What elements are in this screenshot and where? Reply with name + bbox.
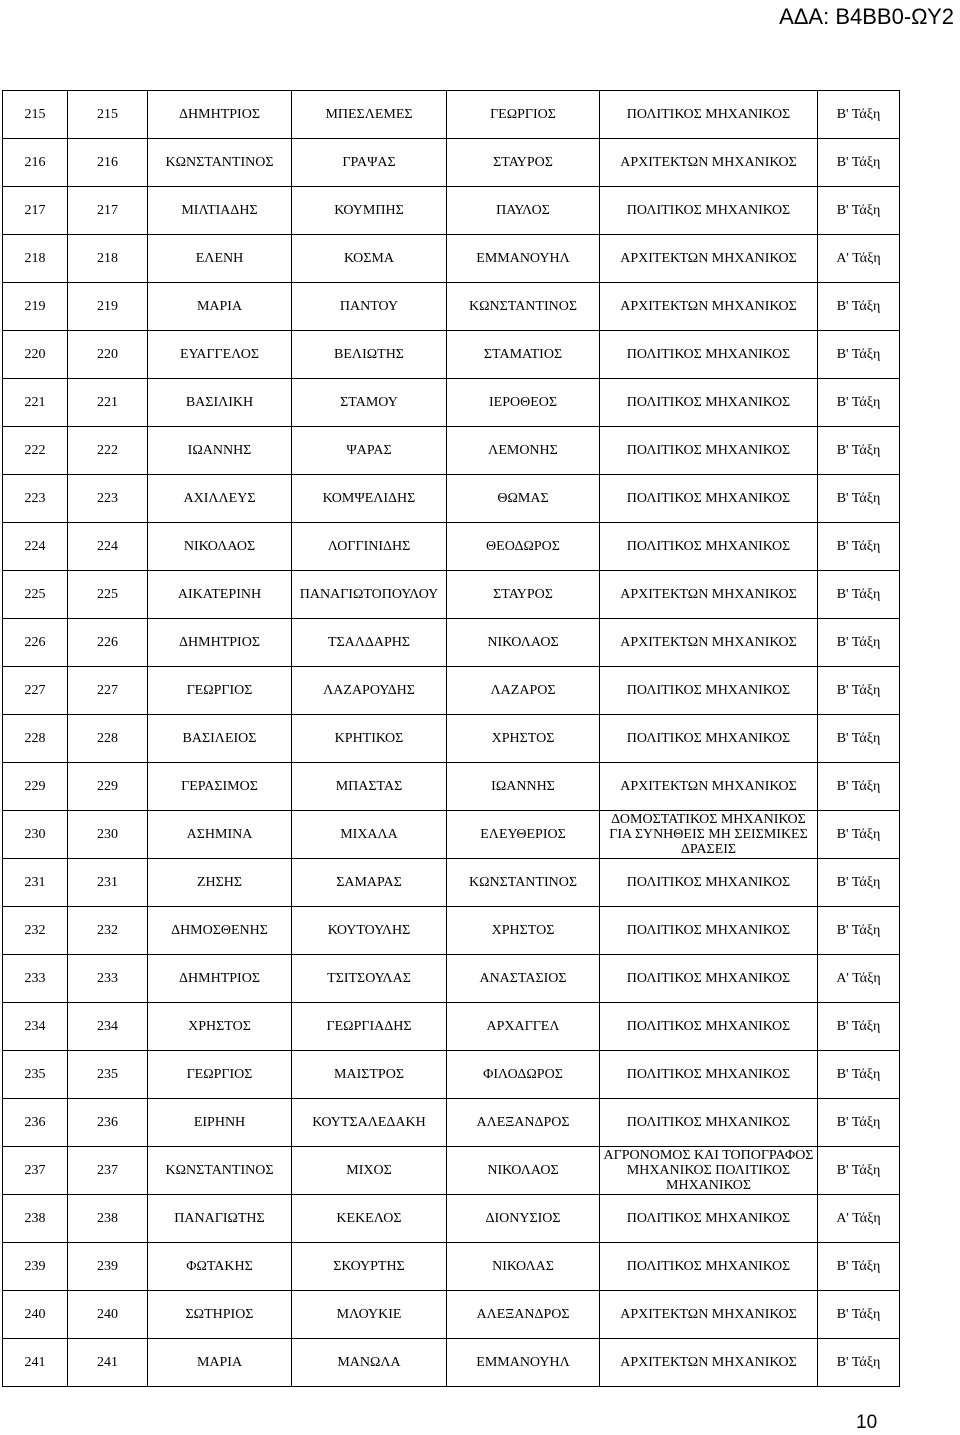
first-name-cell: ΑΧΙΛΛΕΥΣ — [148, 475, 292, 523]
first-name-cell: ΑΙΚΑΤΕΡΙΝΗ — [148, 571, 292, 619]
class-cell: Β' Τάξη — [818, 139, 900, 187]
class-cell: Β' Τάξη — [818, 1291, 900, 1339]
specialty-cell: ΠΟΛΙΤΙΚΟΣ ΜΗΧΑΝΙΚΟΣ — [600, 907, 818, 955]
last-name-cell: ΠΑΝΤΟΥ — [292, 283, 447, 331]
specialty-cell: ΑΡΧΙΤΕΚΤΩΝ ΜΗΧΑΝΙΚΟΣ — [600, 619, 818, 667]
father-name-cell: ΣΤΑΜΑΤΙΟΣ — [447, 331, 600, 379]
father-name-cell: ΦΙΛΟΔΩΡΟΣ — [447, 1051, 600, 1099]
first-name-cell: ΓΕΩΡΓΙΟΣ — [148, 1051, 292, 1099]
table-row — [3, 1339, 900, 1387]
table-row — [3, 1099, 900, 1147]
record-number-cell: 219 — [68, 283, 148, 331]
row-index-cell: 228 — [3, 715, 68, 763]
table-row — [3, 139, 900, 187]
table-row — [3, 379, 900, 427]
first-name-cell: ΝΙΚΟΛΑΟΣ — [148, 523, 292, 571]
father-name-cell: ΓΕΩΡΓΙΟΣ — [447, 91, 600, 139]
last-name-cell: ΤΣΑΛΔΑΡΗΣ — [292, 619, 447, 667]
specialty-cell: ΠΟΛΙΤΙΚΟΣ ΜΗΧΑΝΙΚΟΣ — [600, 523, 818, 571]
father-name-cell: ΝΙΚΟΛΑΣ — [447, 1243, 600, 1291]
last-name-cell: ΣΑΜΑΡΑΣ — [292, 859, 447, 907]
first-name-cell: ΖΗΣΗΣ — [148, 859, 292, 907]
class-cell: Α' Τάξη — [818, 1195, 900, 1243]
last-name-cell: ΚΡΗΤΙΚΟΣ — [292, 715, 447, 763]
first-name-cell: ΒΑΣΙΛΕΙΟΣ — [148, 715, 292, 763]
class-cell: Β' Τάξη — [818, 1099, 900, 1147]
record-number-cell: 233 — [68, 955, 148, 1003]
first-name-cell: ΜΑΡΙΑ — [148, 283, 292, 331]
class-cell: Β' Τάξη — [818, 859, 900, 907]
father-name-cell: ΑΛΕΞΑΝΔΡΟΣ — [447, 1099, 600, 1147]
records-body — [3, 91, 900, 1387]
first-name-cell: ΕΥΑΓΓΕΛΟΣ — [148, 331, 292, 379]
last-name-cell: ΜΠΕΣΛΕΜΕΣ — [292, 91, 447, 139]
last-name-cell: ΚΟΥΤΟΥΛΗΣ — [292, 907, 447, 955]
record-number-cell: 234 — [68, 1003, 148, 1051]
record-number-cell: 227 — [68, 667, 148, 715]
table-row — [3, 1243, 900, 1291]
page-number: 10 — [856, 1412, 878, 1433]
class-cell: Β' Τάξη — [818, 187, 900, 235]
table-row — [3, 667, 900, 715]
specialty-cell: ΠΟΛΙΤΙΚΟΣ ΜΗΧΑΝΙΚΟΣ — [600, 1051, 818, 1099]
class-cell: Β' Τάξη — [818, 619, 900, 667]
row-index-cell: 220 — [3, 331, 68, 379]
row-index-cell: 219 — [3, 283, 68, 331]
specialty-cell: ΑΡΧΙΤΕΚΤΩΝ ΜΗΧΑΝΙΚΟΣ — [600, 283, 818, 331]
row-index-cell: 238 — [3, 1195, 68, 1243]
record-number-cell: 217 — [68, 187, 148, 235]
table-row — [3, 235, 900, 283]
first-name-cell: ΜΙΛΤΙΑΔΗΣ — [148, 187, 292, 235]
record-number-cell: 241 — [68, 1339, 148, 1387]
record-number-cell: 240 — [68, 1291, 148, 1339]
first-name-cell: ΕΙΡΗΝΗ — [148, 1099, 292, 1147]
record-number-cell: 215 — [68, 91, 148, 139]
specialty-cell: ΠΟΛΙΤΙΚΟΣ ΜΗΧΑΝΙΚΟΣ — [600, 859, 818, 907]
class-cell: Β' Τάξη — [818, 1003, 900, 1051]
father-name-cell: ΑΡΧΑΓΓΕΛ — [447, 1003, 600, 1051]
table-row — [3, 91, 900, 139]
class-cell: Β' Τάξη — [818, 331, 900, 379]
father-name-cell: ΘΕΟΔΩΡΟΣ — [447, 523, 600, 571]
records-table — [2, 90, 900, 1387]
record-number-cell: 220 — [68, 331, 148, 379]
specialty-cell: ΑΡΧΙΤΕΚΤΩΝ ΜΗΧΑΝΙΚΟΣ — [600, 763, 818, 811]
last-name-cell: ΜΙΧΑΛΑ — [292, 811, 447, 859]
first-name-cell: ΔΗΜΗΤΡΙΟΣ — [148, 619, 292, 667]
first-name-cell: ΣΩΤΗΡΙΟΣ — [148, 1291, 292, 1339]
row-index-cell: 237 — [3, 1147, 68, 1195]
class-cell: Β' Τάξη — [818, 523, 900, 571]
row-index-cell: 236 — [3, 1099, 68, 1147]
specialty-cell: ΑΡΧΙΤΕΚΤΩΝ ΜΗΧΑΝΙΚΟΣ — [600, 1339, 818, 1387]
class-cell: Β' Τάξη — [818, 427, 900, 475]
last-name-cell: ΚΟΥΜΠΗΣ — [292, 187, 447, 235]
specialty-cell: ΠΟΛΙΤΙΚΟΣ ΜΗΧΑΝΙΚΟΣ — [600, 475, 818, 523]
table-row — [3, 1195, 900, 1243]
row-index-cell: 227 — [3, 667, 68, 715]
father-name-cell: ΧΡΗΣΤΟΣ — [447, 907, 600, 955]
ada-code: ΑΔΑ: Β4ΒΒ0-ΩΥ2 — [779, 4, 954, 29]
specialty-cell: ΑΡΧΙΤΕΚΤΩΝ ΜΗΧΑΝΙΚΟΣ — [600, 235, 818, 283]
class-cell: Β' Τάξη — [818, 1339, 900, 1387]
first-name-cell: ΓΕΡΑΣΙΜΟΣ — [148, 763, 292, 811]
specialty-cell: ΠΟΛΙΤΙΚΟΣ ΜΗΧΑΝΙΚΟΣ — [600, 1243, 818, 1291]
specialty-cell: ΠΟΛΙΤΙΚΟΣ ΜΗΧΑΝΙΚΟΣ — [600, 187, 818, 235]
first-name-cell: ΓΕΩΡΓΙΟΣ — [148, 667, 292, 715]
row-index-cell: 224 — [3, 523, 68, 571]
row-index-cell: 221 — [3, 379, 68, 427]
last-name-cell: ΚΟΥΤΣΑΛΕΔΑΚΗ — [292, 1099, 447, 1147]
father-name-cell: ΔΙΟΝΥΣΙΟΣ — [447, 1195, 600, 1243]
row-index-cell: 216 — [3, 139, 68, 187]
class-cell: Β' Τάξη — [818, 763, 900, 811]
first-name-cell: ΔΗΜΟΣΘΕΝΗΣ — [148, 907, 292, 955]
table-row — [3, 715, 900, 763]
class-cell: Β' Τάξη — [818, 1147, 900, 1195]
record-number-cell: 228 — [68, 715, 148, 763]
father-name-cell: ΕΜΜΑΝΟΥΗΛ — [447, 235, 600, 283]
record-number-cell: 229 — [68, 763, 148, 811]
first-name-cell: ΑΣΗΜΙΝΑ — [148, 811, 292, 859]
father-name-cell: ΑΝΑΣΤΑΣΙΟΣ — [447, 955, 600, 1003]
last-name-cell: ΜΛΟΥΚΙΕ — [292, 1291, 447, 1339]
record-number-cell: 218 — [68, 235, 148, 283]
table-row — [3, 811, 900, 859]
last-name-cell: ΜΑΝΩΛΑ — [292, 1339, 447, 1387]
class-cell: Β' Τάξη — [818, 475, 900, 523]
specialty-cell: ΠΟΛΙΤΙΚΟΣ ΜΗΧΑΝΙΚΟΣ — [600, 427, 818, 475]
record-number-cell: 231 — [68, 859, 148, 907]
row-index-cell: 215 — [3, 91, 68, 139]
table-row — [3, 283, 900, 331]
table-row — [3, 1291, 900, 1339]
record-number-cell: 232 — [68, 907, 148, 955]
record-number-cell: 237 — [68, 1147, 148, 1195]
record-number-cell: 216 — [68, 139, 148, 187]
first-name-cell: ΕΛΕΝΗ — [148, 235, 292, 283]
record-number-cell: 236 — [68, 1099, 148, 1147]
table-row — [3, 427, 900, 475]
row-index-cell: 223 — [3, 475, 68, 523]
first-name-cell: ΧΡΗΣΤΟΣ — [148, 1003, 292, 1051]
table-row — [3, 763, 900, 811]
specialty-cell: ΠΟΛΙΤΙΚΟΣ ΜΗΧΑΝΙΚΟΣ — [600, 715, 818, 763]
table-row — [3, 619, 900, 667]
row-index-cell: 229 — [3, 763, 68, 811]
specialty-cell: ΠΟΛΙΤΙΚΟΣ ΜΗΧΑΝΙΚΟΣ — [600, 1195, 818, 1243]
row-index-cell: 234 — [3, 1003, 68, 1051]
father-name-cell: ΣΤΑΥΡΟΣ — [447, 139, 600, 187]
table-row — [3, 571, 900, 619]
last-name-cell: ΣΤΑΜΟΥ — [292, 379, 447, 427]
row-index-cell: 230 — [3, 811, 68, 859]
specialty-cell: ΠΟΛΙΤΙΚΟΣ ΜΗΧΑΝΙΚΟΣ — [600, 379, 818, 427]
table-row — [3, 1051, 900, 1099]
father-name-cell: ΛΕΜΟΝΗΣ — [447, 427, 600, 475]
class-cell: Α' Τάξη — [818, 955, 900, 1003]
father-name-cell: ΙΕΡΟΘΕΟΣ — [447, 379, 600, 427]
last-name-cell: ΚΕΚΕΛΟΣ — [292, 1195, 447, 1243]
specialty-cell: ΠΟΛΙΤΙΚΟΣ ΜΗΧΑΝΙΚΟΣ — [600, 331, 818, 379]
father-name-cell: ΑΛΕΞΑΝΔΡΟΣ — [447, 1291, 600, 1339]
record-number-cell: 223 — [68, 475, 148, 523]
specialty-cell: ΠΟΛΙΤΙΚΟΣ ΜΗΧΑΝΙΚΟΣ — [600, 91, 818, 139]
first-name-cell: ΜΑΡΙΑ — [148, 1339, 292, 1387]
record-number-cell: 221 — [68, 379, 148, 427]
last-name-cell: ΜΠΑΣΤΑΣ — [292, 763, 447, 811]
last-name-cell: ΨΑΡΑΣ — [292, 427, 447, 475]
last-name-cell: ΣΚΟΥΡΤΗΣ — [292, 1243, 447, 1291]
class-cell: Β' Τάξη — [818, 715, 900, 763]
record-number-cell: 224 — [68, 523, 148, 571]
row-index-cell: 231 — [3, 859, 68, 907]
specialty-cell: ΑΡΧΙΤΕΚΤΩΝ ΜΗΧΑΝΙΚΟΣ — [600, 1291, 818, 1339]
row-index-cell: 233 — [3, 955, 68, 1003]
father-name-cell: ΕΛΕΥΘΕΡΙΟΣ — [447, 811, 600, 859]
row-index-cell: 240 — [3, 1291, 68, 1339]
class-cell: Β' Τάξη — [818, 1243, 900, 1291]
table-row — [3, 475, 900, 523]
father-name-cell: ΕΜΜΑΝΟΥΗΛ — [447, 1339, 600, 1387]
class-cell: Β' Τάξη — [818, 571, 900, 619]
first-name-cell: ΦΩΤΑΚΗΣ — [148, 1243, 292, 1291]
row-index-cell: 218 — [3, 235, 68, 283]
record-number-cell: 230 — [68, 811, 148, 859]
last-name-cell: ΓΡΑΨΑΣ — [292, 139, 447, 187]
specialty-cell: ΑΓΡΟΝΟΜΟΣ ΚΑΙ ΤΟΠΟΓΡΑΦΟΣ ΜΗΧΑΝΙΚΟΣ ΠΟΛΙΤΙΚΟΣ ΜΗΧΑΝΙΚΟΣ — [600, 1147, 818, 1195]
first-name-cell: ΚΩΝΣΤΑΝΤΙΝΟΣ — [148, 139, 292, 187]
last-name-cell: ΤΣΙΤΣΟΥΛΑΣ — [292, 955, 447, 1003]
class-cell: Β' Τάξη — [818, 91, 900, 139]
row-index-cell: 235 — [3, 1051, 68, 1099]
record-number-cell: 225 — [68, 571, 148, 619]
row-index-cell: 222 — [3, 427, 68, 475]
class-cell: Β' Τάξη — [818, 667, 900, 715]
table-row — [3, 859, 900, 907]
table-row — [3, 1003, 900, 1051]
specialty-cell: ΠΟΛΙΤΙΚΟΣ ΜΗΧΑΝΙΚΟΣ — [600, 667, 818, 715]
record-number-cell: 238 — [68, 1195, 148, 1243]
table-row — [3, 331, 900, 379]
last-name-cell: ΠΑΝΑΓΙΩΤΟΠΟΥΛΟΥ — [292, 571, 447, 619]
last-name-cell: ΚΟΣΜΑ — [292, 235, 447, 283]
specialty-cell: ΔΟΜΟΣΤΑΤΙΚΟΣ ΜΗΧΑΝΙΚΟΣ ΓΙΑ ΣΥΝΗΘΕΙΣ ΜΗ ΣΕΙΣΜΙΚΕΣ ΔΡΑΣΕΙΣ — [600, 811, 818, 859]
first-name-cell: ΠΑΝΑΓΙΩΤΗΣ — [148, 1195, 292, 1243]
first-name-cell: ΙΩΑΝΝΗΣ — [148, 427, 292, 475]
row-index-cell: 239 — [3, 1243, 68, 1291]
father-name-cell: ΣΤΑΥΡΟΣ — [447, 571, 600, 619]
father-name-cell: ΝΙΚΟΛΑΟΣ — [447, 619, 600, 667]
class-cell: Β' Τάξη — [818, 379, 900, 427]
specialty-cell: ΑΡΧΙΤΕΚΤΩΝ ΜΗΧΑΝΙΚΟΣ — [600, 571, 818, 619]
last-name-cell: ΜΑΙΣΤΡΟΣ — [292, 1051, 447, 1099]
table-row — [3, 1147, 900, 1195]
last-name-cell: ΛΑΖΑΡΟΥΔΗΣ — [292, 667, 447, 715]
father-name-cell: ΘΩΜΑΣ — [447, 475, 600, 523]
class-cell: Β' Τάξη — [818, 811, 900, 859]
last-name-cell: ΓΕΩΡΓΙΑΔΗΣ — [292, 1003, 447, 1051]
first-name-cell: ΒΑΣΙΛΙΚΗ — [148, 379, 292, 427]
last-name-cell: ΚΟΜΨΕΛΙΔΗΣ — [292, 475, 447, 523]
father-name-cell: ΛΑΖΑΡΟΣ — [447, 667, 600, 715]
specialty-cell: ΑΡΧΙΤΕΚΤΩΝ ΜΗΧΑΝΙΚΟΣ — [600, 139, 818, 187]
class-cell: Β' Τάξη — [818, 283, 900, 331]
row-index-cell: 241 — [3, 1339, 68, 1387]
table-row — [3, 187, 900, 235]
father-name-cell: ΙΩΑΝΝΗΣ — [447, 763, 600, 811]
father-name-cell: ΚΩΝΣΤΑΝΤΙΝΟΣ — [447, 283, 600, 331]
last-name-cell: ΜΙΧΟΣ — [292, 1147, 447, 1195]
class-cell: Α' Τάξη — [818, 235, 900, 283]
first-name-cell: ΔΗΜΗΤΡΙΟΣ — [148, 955, 292, 1003]
row-index-cell: 232 — [3, 907, 68, 955]
first-name-cell: ΚΩΝΣΤΑΝΤΙΝΟΣ — [148, 1147, 292, 1195]
row-index-cell: 217 — [3, 187, 68, 235]
record-number-cell: 239 — [68, 1243, 148, 1291]
specialty-cell: ΠΟΛΙΤΙΚΟΣ ΜΗΧΑΝΙΚΟΣ — [600, 1099, 818, 1147]
last-name-cell: ΒΕΛΙΩΤΗΣ — [292, 331, 447, 379]
class-cell: Β' Τάξη — [818, 1051, 900, 1099]
row-index-cell: 225 — [3, 571, 68, 619]
class-cell: Β' Τάξη — [818, 907, 900, 955]
last-name-cell: ΛΟΓΓΙΝΙΔΗΣ — [292, 523, 447, 571]
record-number-cell: 226 — [68, 619, 148, 667]
table-row — [3, 907, 900, 955]
table-row — [3, 523, 900, 571]
record-number-cell: 235 — [68, 1051, 148, 1099]
first-name-cell: ΔΗΜΗΤΡΙΟΣ — [148, 91, 292, 139]
table-row — [3, 955, 900, 1003]
specialty-cell: ΠΟΛΙΤΙΚΟΣ ΜΗΧΑΝΙΚΟΣ — [600, 955, 818, 1003]
father-name-cell: ΚΩΝΣΤΑΝΤΙΝΟΣ — [447, 859, 600, 907]
specialty-cell: ΠΟΛΙΤΙΚΟΣ ΜΗΧΑΝΙΚΟΣ — [600, 1003, 818, 1051]
record-number-cell: 222 — [68, 427, 148, 475]
father-name-cell: ΝΙΚΟΛΑΟΣ — [447, 1147, 600, 1195]
father-name-cell: ΧΡΗΣΤΟΣ — [447, 715, 600, 763]
row-index-cell: 226 — [3, 619, 68, 667]
father-name-cell: ΠΑΥΛΟΣ — [447, 187, 600, 235]
